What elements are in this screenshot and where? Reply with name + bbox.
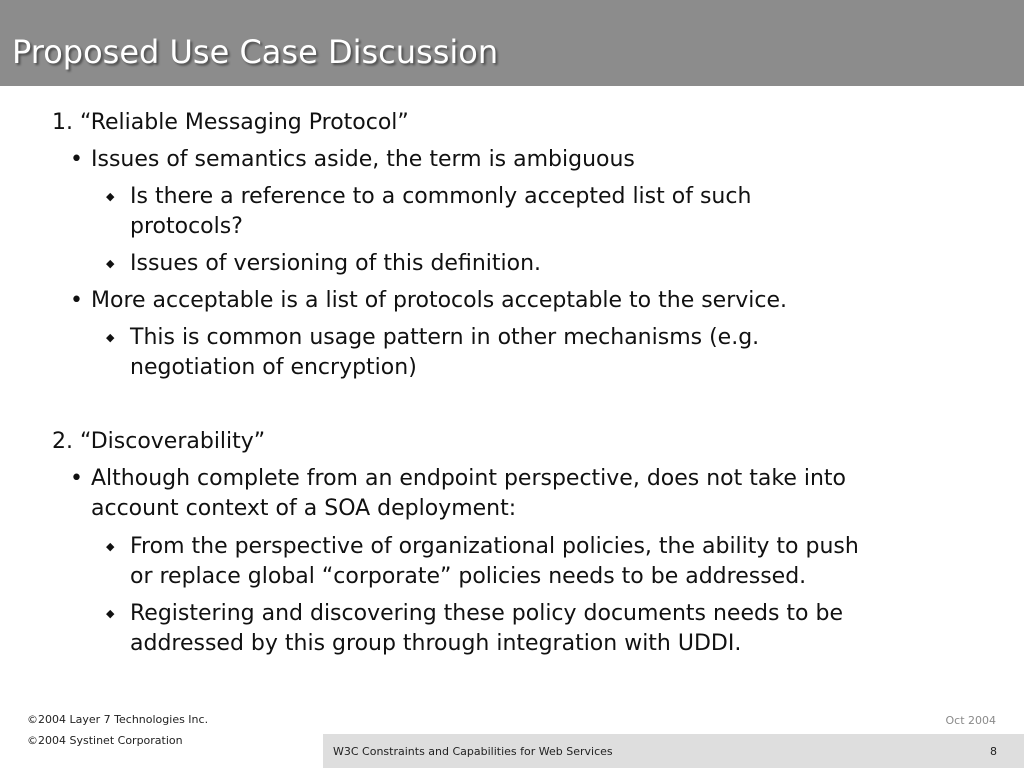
- section2-bullet1-line2: account context of a SOA deployment:: [91, 496, 517, 521]
- diamond-bullet-icon: ◆: [106, 257, 115, 270]
- section2-bullet1-sub2-line1: Registering and discovering these policy documents needs to be: [130, 601, 844, 626]
- diamond-bullet-icon: ◆: [106, 331, 115, 344]
- section1-bullet1-sub1-line1: Is there a reference to a commonly accepted list of such: [130, 184, 752, 209]
- slide-title: Proposed Use Case Discussion: [12, 33, 499, 71]
- section2-bullet1-sub1-line1: From the perspective of organizational policies, the ability to push: [130, 534, 859, 559]
- footer-bar: [323, 734, 1024, 768]
- section2-bullet1-sub2-line2: addressed by this group through integration with UDDI.: [130, 631, 742, 656]
- presentation-title: W3C Constraints and Capabilities for Web Services: [333, 745, 613, 758]
- section2-bullet1-line1: Although complete from an endpoint perspective, does not take into: [91, 466, 846, 491]
- section1-bullet1-sub2: Issues of versioning of this definition.: [130, 251, 542, 276]
- bullet-dot-icon: •: [70, 288, 83, 313]
- section1-heading: 1. “Reliable Messaging Protocol”: [52, 110, 409, 135]
- section2-heading: 2. “Discoverability”: [52, 429, 266, 454]
- bullet-dot-icon: •: [70, 147, 83, 172]
- diamond-bullet-icon: ◆: [106, 540, 115, 553]
- diamond-bullet-icon: ◆: [106, 190, 115, 203]
- section2-bullet1-sub1-line2: or replace global “corporate” policies needs to be addressed.: [130, 564, 807, 589]
- footer-copyright-layer7: ©2004 Layer 7 Technologies Inc.: [27, 713, 209, 726]
- diamond-bullet-icon: ◆: [106, 607, 115, 620]
- section1-bullet2: More acceptable is a list of protocols acceptable to the service.: [91, 288, 788, 313]
- section1-bullet1: Issues of semantics aside, the term is ambiguous: [91, 147, 635, 172]
- section1-bullet2-sub1-line2: negotiation of encryption): [130, 355, 417, 380]
- bullet-dot-icon: •: [70, 466, 83, 491]
- footer-copyright-systinet: ©2004 Systinet Corporation: [27, 734, 183, 747]
- section1-bullet2-sub1-line1: This is common usage pattern in other mechanisms (e.g.: [130, 325, 760, 350]
- footer-date: Oct 2004: [945, 714, 996, 727]
- section1-bullet1-sub1-line2: protocols?: [130, 214, 243, 239]
- page-number: 8: [990, 745, 997, 758]
